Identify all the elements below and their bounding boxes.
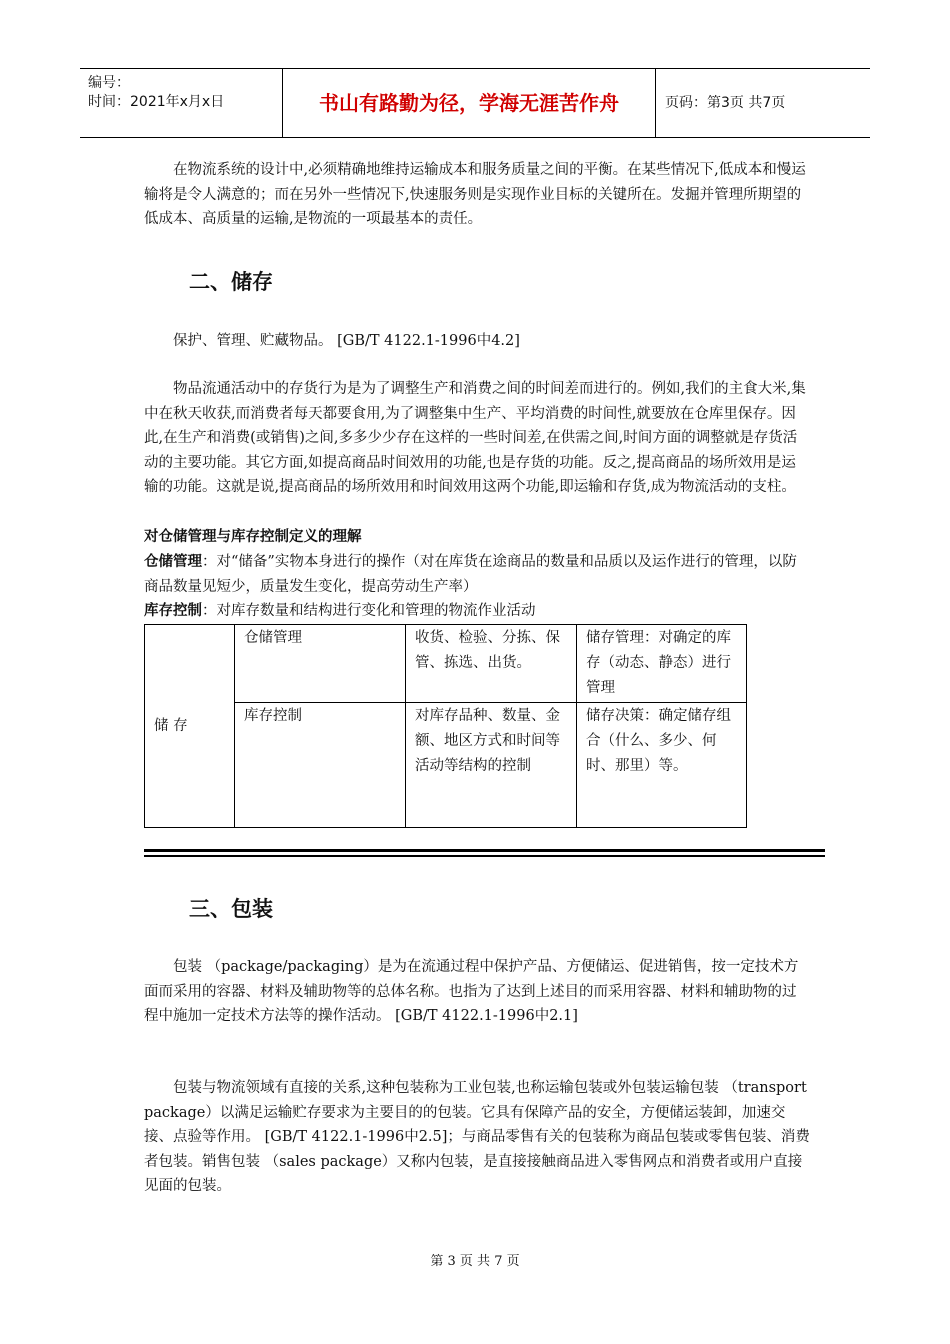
page-footer: 第 3 页 共 7 页 <box>430 1254 520 1269</box>
table-cell-activities: 收货、检验、分拣、保管、拣选、出货。 <box>406 625 577 703</box>
storage-table <box>144 624 747 828</box>
warehouse-term: 仓储管理 <box>144 554 202 570</box>
table-cell-note: 储存决策：确定储存组合（什么、多少、何时、那里）等。 <box>577 703 747 828</box>
time-label: 时间：2021年x月x日 <box>88 94 225 110</box>
table-cell-name: 库存控制 <box>235 703 406 828</box>
section-heading-packaging: 三、包装 <box>189 897 273 921</box>
packaging-paragraph-1: 包装 （package/packaging）是为在流通过程中保护产品、方便储运、促进销售，按一定技术方面而采用的容器、材料及辅助物等的总体名称。也指为了达到上述目的而采用容器、材料和辅助物的过程中施加一定技术方法等的操作活动。 [GB/T 4122.1-1996中2.1] <box>144 959 799 1024</box>
table-row <box>145 625 747 703</box>
table-cell-name: 仓储管理 <box>235 625 406 703</box>
header-motto: 书山有路勤为径，学海无涯苦作舟 <box>283 69 656 137</box>
page-header <box>80 68 870 138</box>
inventory-definition <box>144 599 810 624</box>
separator-thin <box>144 855 825 857</box>
separator-thick <box>144 849 825 852</box>
header-page-info: 页码：第3页 共7页 <box>665 95 786 111</box>
inventory-def-text: ：对库存数量和结构进行变化和管理的物流作业活动 <box>202 603 536 619</box>
packaging-paragraph-2: 包装与物流领域有直接的关系,这种包装称为工业包装,也称运输包装或外包装运输包装 （transport package）以满足运输贮存要求为主要目的的包装。它具有保障产品的安全，方便储运装卸，加速交接、点验等作用。 [GB/T 4122.1-1996中2.5]；与商品零售有关的包装称为商品包装或零售包装、消费者包装。销售包装 （sales package）又称内包装，是直接接触商品进入零售网点和消费者或用户直接见面的包装。 <box>144 1080 810 1194</box>
table-cell-activities: 对库存品种、数量、金额、地区方式和时间等活动等结构的控制 <box>406 703 577 828</box>
table-row <box>145 703 747 828</box>
warehouse-definition <box>144 550 810 599</box>
inventory-term: 库存控制 <box>144 603 202 619</box>
storage-body: 物品流通活动中的存货行为是为了调整生产和消费之间的时间差而进行的。例如,我们的主食大米,集中在秋天收获,而消费者每天都要食用,为了调整集中生产、平均消费的时间性,就要放在仓库里保存。因此,在生产和消费(或销售)之间,多多少少存在这样的一些时间差,在供需之间,时间方面的调整就是存货活动的主要功能。其它方面,如提高商品时间效用的功能,也是存货的功能。反之,提高商品的场所效用是运输的功能。这就是说,提高商品的场所效用和时间效用这两个功能,即运输和存货,成为物流活动的支柱。 <box>144 381 806 495</box>
storage-definition: 保护、管理、贮藏物品。 [GB/T 4122.1-1996中4.2] <box>173 333 520 349</box>
header-meta-cell <box>80 69 283 137</box>
number-label: 编号： <box>88 75 130 91</box>
intro-paragraph: 在物流系统的设计中,必须精确地维持运输成本和服务质量之间的平衡。在某些情况下,低成本和慢运输将是令人满意的；而在另外一些情况下,快速服务则是实现作业目标的关键所在。发掘并管理所期望的低成本、高质量的运输,是物流的一项最基本的责任。 <box>144 162 806 227</box>
section-heading-storage: 二、储存 <box>189 270 273 294</box>
understanding-title <box>144 525 810 550</box>
table-row-header: 储 存 <box>145 625 235 828</box>
warehouse-def-text: ：对“储备”实物本身进行的操作（对在库货在途商品的数量和品质以及运作进行的管理，以防商品数量见短少，质量发生变化，提高劳动生产率） <box>144 554 797 595</box>
table-cell-note: 储存管理：对确定的库存（动态、静态）进行管理 <box>577 625 747 703</box>
understanding-title-text: 对仓储管理与库存控制定义的理解 <box>144 529 362 545</box>
